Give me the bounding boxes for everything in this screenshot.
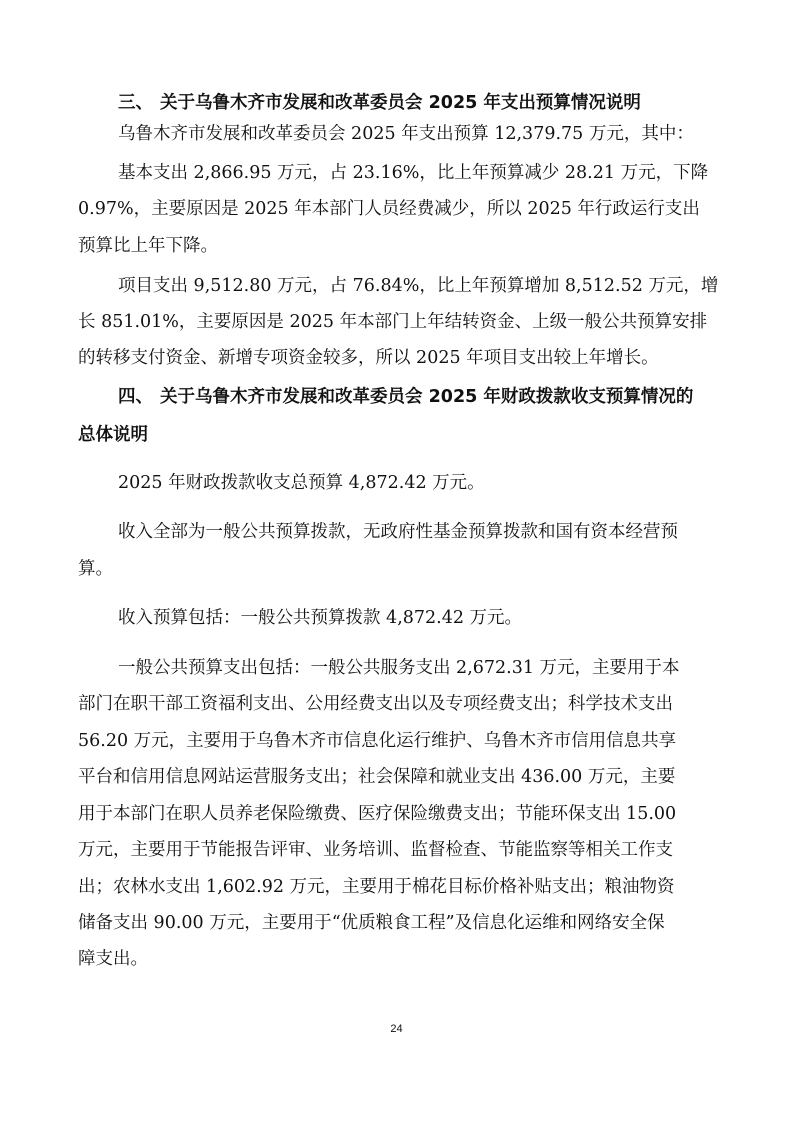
s4-p2-line-1: 收入全部为一般公共预算拨款，无政府性基金预算拨款和国有资本经营预 [118,522,678,542]
section-4-title-line-2: 总体说明 [78,425,148,445]
s3-p1-line-1: 乌鲁木齐市发展和改革委员会 2025 年支出预算 12,379.75 万元，其中： [118,124,694,144]
s3-p3-line-3: 的转移支付资金、新增专项资金较多，所以 2025 年项目支出较上年增长。 [78,348,659,368]
s4-p4-line-5: 用于本部门在职人员养老保险缴费、医疗保险缴费支出；节能环保支出 15.00 [78,804,677,824]
section-3-title: 关于乌鲁木齐市发展和改革委员会 2025 年支出预算情况说明 [160,93,641,113]
section-3-number: 三、 [118,93,153,113]
section-4-number: 四、 [118,387,153,407]
page-number: 24 [390,1023,403,1035]
s4-p4-line-1: 一般公共预算支出包括：一般公共服务支出 2,672.31 万元，主要用于本 [118,658,680,678]
s3-p3-line-1: 项目支出 9,512.80 万元，占 76.84%，比上年预算增加 8,512.52 万元，增 [118,276,719,296]
s3-p3-line-2: 长 851.01%，主要原因是 2025 年本部门上年结转资金、上级一般公共预算安排 [78,312,708,332]
section-4-heading [118,378,718,416]
s3-p2-line-2: 0.97%，主要原因是 2025 年本部门人员经费减少，所以 2025 年行政运行支出 [78,199,700,219]
s4-p4-line-3: 56.20 万元，主要用于乌鲁木齐市信息化运行维护、乌鲁木齐市信用信息共享 [78,731,677,751]
s4-p3-line-1: 收入预算包括：一般公共预算拨款 4,872.42 万元。 [118,608,523,628]
s4-p4-line-6: 万元，主要用于节能报告评审、业务培训、监督检查、节能监察等相关工作支 [78,840,673,860]
s4-p4-line-9: 障支出。 [78,949,148,969]
s4-p1-line-1: 2025 年财政拨款收支总预算 4,872.42 万元。 [118,473,485,493]
s4-p4-line-7: 出；农林水支出 1,602.92 万元，主要用于棉花目标价格补贴支出；粮油物资 [78,877,675,897]
s4-p4-line-4: 平台和信用信息网站运营服务支出；社会保障和就业支出 436.00 万元，主要 [78,767,676,787]
section-3-heading [118,84,718,122]
s4-p4-line-2: 部门在职干部工资福利支出、公用经费支出以及专项经费支出；科学技术支出 [78,694,673,714]
section-4-title-line-1: 关于乌鲁木齐市发展和改革委员会 2025 年财政拨款收支预算情况的 [160,387,694,407]
s3-p2-line-3: 预算比上年下降。 [78,236,218,256]
s3-p2-line-1: 基本支出 2,866.95 万元，占 23.16%，比上年预算减少 28.21 万元，下降 [118,163,709,183]
s4-p2-line-2: 算。 [78,559,113,579]
s4-p4-line-8: 储备支出 90.00 万元，主要用于“优质粮食工程”及信息化运维和网络安全保 [78,913,665,933]
